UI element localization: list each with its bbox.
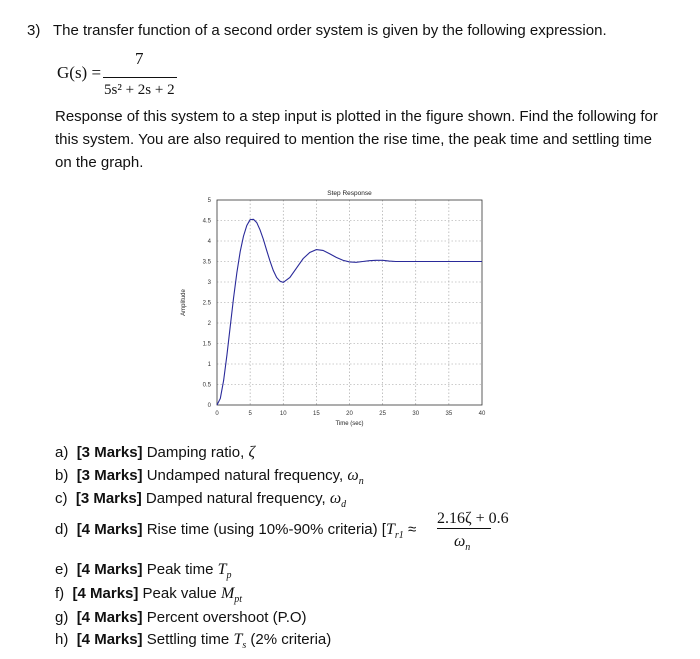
item-letter: d): [55, 521, 69, 538]
omega-subscript: n: [465, 542, 471, 554]
y-tick-label: 3.5: [202, 259, 211, 266]
item-text: Peak value: [142, 585, 217, 602]
x-tick-label: 40: [478, 411, 486, 417]
settling-time-symbol: T: [233, 631, 243, 648]
y-tick-label: 1: [207, 362, 211, 368]
fraction-bar: [437, 528, 491, 529]
item-letter: a): [55, 444, 69, 461]
approx-sign: ≈: [407, 521, 417, 538]
x-tick-label: 0: [215, 411, 219, 417]
item-text: Undamped natural frequency,: [146, 467, 344, 484]
question-number: 3): [27, 22, 41, 39]
item-marks: [4 Marks]: [72, 585, 139, 602]
item-h: [55, 631, 331, 651]
item-text: Damped natural frequency,: [145, 490, 326, 507]
x-axis-label: Time (sec): [335, 421, 364, 427]
peak-time-symbol: T: [217, 561, 227, 578]
x-tick-label: 30: [412, 411, 420, 417]
item-e: [55, 561, 232, 581]
settling-time-subscript: s: [242, 640, 247, 651]
item-marks: [3 Marks]: [76, 444, 143, 461]
item-text: Percent overshoot (P.O): [146, 609, 307, 626]
item-marks: [4 Marks]: [76, 631, 143, 648]
item-letter: c): [55, 490, 68, 507]
item-letter: h): [55, 631, 69, 648]
item-text: Damping ratio,: [146, 444, 245, 461]
question-paragraph: Response of this system to a step input is plotted in the figure shown. Find the following for this system. You are also required to mention the rise time, the peak time and settling time on the graph.: [55, 108, 658, 171]
y-tick-label: 4.5: [202, 218, 211, 225]
item-marks: [3 Marks]: [76, 467, 143, 484]
rise-time-numerator: 2.16ζ + 0.6: [437, 510, 509, 527]
item-b: [55, 467, 364, 487]
zeta-symbol: ζ: [248, 444, 255, 461]
y-axis-label: Amplitude: [181, 289, 187, 316]
chart-title: Step Response: [327, 190, 372, 197]
step-response-chart: [170, 183, 500, 433]
item-g: [55, 609, 307, 626]
rise-time-denominator: [454, 533, 470, 553]
omega-subscript: d: [341, 499, 347, 510]
item-marks: [3 Marks]: [75, 490, 142, 507]
peak-time-subscript: p: [226, 570, 232, 581]
y-tick-label: 0: [207, 403, 211, 409]
peak-value-subscript: pt: [234, 594, 243, 605]
item-text: Settling time: [146, 631, 230, 648]
fraction-bar: [103, 77, 177, 78]
y-tick-label: 5: [207, 198, 211, 204]
y-tick-label: 4: [207, 239, 211, 245]
item-letter: f): [55, 585, 65, 602]
y-tick-label: 0.5: [202, 382, 211, 389]
item-text: Rise time (using 10%-90% criteria) [: [146, 521, 386, 538]
x-tick-label: 35: [445, 411, 453, 417]
question-intro: The transfer function of a second order system is given by the following expression.: [53, 22, 607, 39]
transfer-function-denominator: 5s² + 2s + 2: [104, 82, 175, 98]
y-tick-label: 2.5: [202, 300, 211, 307]
x-tick-label: 20: [346, 411, 353, 417]
item-marks: [4 Marks]: [76, 561, 143, 578]
item-letter: g): [55, 609, 69, 626]
y-tick-label: 3: [207, 280, 211, 286]
item-marks: [4 Marks]: [76, 609, 143, 626]
y-tick-label: 1.5: [202, 341, 211, 348]
item-letter: e): [55, 561, 69, 578]
item-letter: b): [55, 467, 69, 484]
item-f: [55, 585, 242, 605]
item-d: [55, 521, 416, 541]
item-tail: (2% criteria): [250, 631, 332, 648]
x-tick-label: 10: [279, 411, 287, 417]
omega-symbol: ω: [347, 467, 359, 484]
rise-time-symbol: T: [385, 521, 395, 538]
omega-subscript: n: [358, 476, 364, 487]
item-c: [55, 490, 346, 510]
x-tick-label: 15: [313, 411, 320, 417]
item-marks: [4 Marks]: [76, 521, 143, 538]
x-tick-label: 5: [248, 411, 252, 417]
item-a: [55, 444, 255, 462]
omega-symbol: ω: [329, 490, 342, 507]
y-tick-label: 2: [207, 321, 211, 327]
transfer-function-lhs: G(s) =: [57, 63, 102, 82]
peak-value-symbol: M: [220, 585, 235, 602]
x-tick-label: 25: [379, 411, 386, 417]
rise-time-subscript: r1: [394, 530, 404, 541]
transfer-function-numerator: 7: [135, 49, 144, 68]
omega-symbol: ω: [454, 533, 466, 550]
item-text: Peak time: [146, 561, 214, 578]
